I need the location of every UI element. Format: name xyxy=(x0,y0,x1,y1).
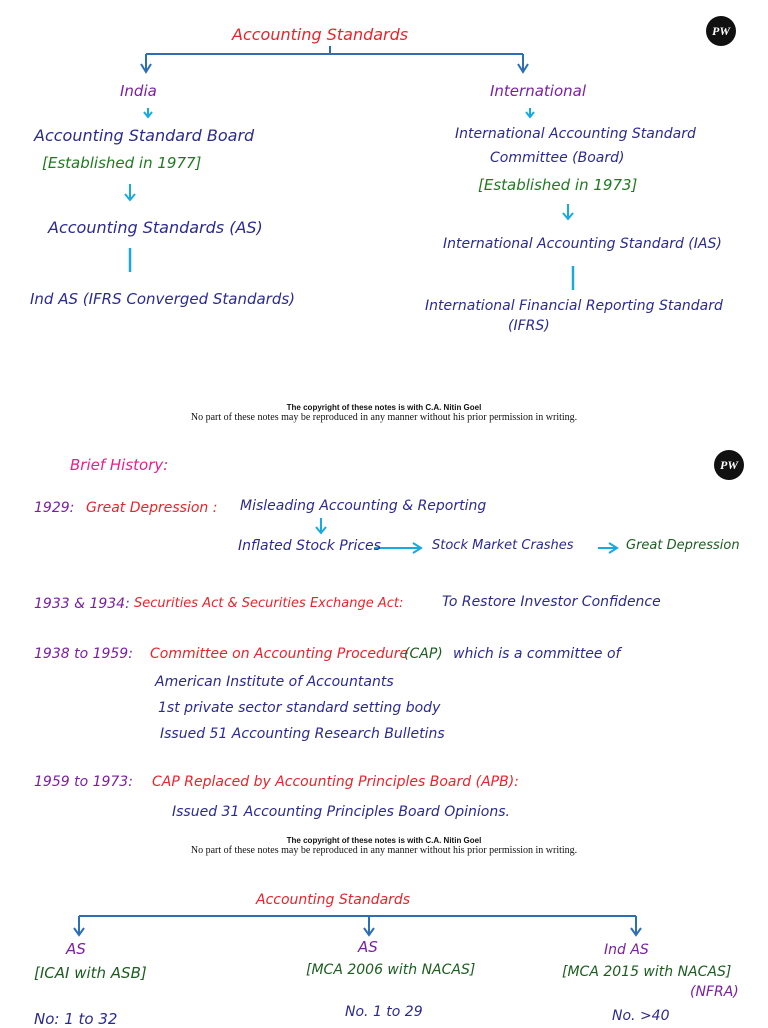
inflated-stock-prices: Inflated Stock Prices xyxy=(238,538,381,554)
apb-opinions: Issued 31 Accounting Principles Board Opinions. xyxy=(172,804,510,820)
year-1929: 1929: xyxy=(34,500,75,516)
first-private-sector: 1st private sector standard setting body xyxy=(158,700,441,716)
stock-market-crashes: Stock Market Crashes xyxy=(432,538,574,553)
copyright-line1: The copyright of these notes is with C.A. Nitin Goel xyxy=(286,403,482,412)
accounting-standard-board: Accounting Standard Board xyxy=(34,126,255,145)
as-col1-count: No: 1 to 32 xyxy=(34,1010,118,1028)
as-col2-count: No. 1 to 29 xyxy=(345,1004,423,1020)
page1-tree-lines xyxy=(0,0,768,430)
securities-acts: Securities Act & Securities Exchange Act: xyxy=(134,596,404,611)
accounting-standards-as: Accounting Standards (AS) xyxy=(48,218,263,237)
as-col2-label: AS xyxy=(358,938,378,956)
committee-of: which is a committee of xyxy=(453,646,621,662)
ind-as-ifrs-converged: Ind AS (IFRS Converged Standards) xyxy=(30,290,296,308)
american-institute: American Institute of Accountants xyxy=(155,674,394,690)
ias: International Accounting Standard (IAS) xyxy=(443,236,722,252)
year-1938-1959: 1938 to 1959: xyxy=(34,646,133,662)
mca-2015-with-nacas: [MCA 2015 with NACAS] xyxy=(562,964,732,980)
year-1959-1973: 1959 to 1973: xyxy=(34,774,133,790)
ifrs-line2: (IFRS) xyxy=(508,318,550,334)
international-established: [Established in 1973] xyxy=(478,176,638,194)
great-depression-result: Great Depression xyxy=(626,538,740,553)
mca-2006-with-nacas: [MCA 2006 with NACAS] xyxy=(306,962,476,978)
iasc-line1: International Accounting Standard xyxy=(455,126,696,142)
pw-logo: PW xyxy=(714,450,744,480)
notes-page-2 xyxy=(0,432,768,862)
research-bulletins: Issued 51 Accounting Research Bulletins xyxy=(160,726,445,742)
great-depression-label: Great Depression : xyxy=(86,500,218,516)
international-heading: International xyxy=(490,82,586,100)
restore-investor-confidence: To Restore Investor Confidence xyxy=(442,594,661,610)
icai-with-asb: [ICAI with ASB] xyxy=(34,964,147,982)
ifrs-line1: International Financial Reporting Standard xyxy=(425,298,723,314)
ind-as-col3-count: No. >40 xyxy=(612,1008,670,1024)
copyright-line1: The copyright of these notes is with C.A. Nitin Goel xyxy=(286,836,482,845)
copyright-line2: No part of these notes may be reproduced in any manner without his prior permission in writing. xyxy=(190,412,578,423)
copyright-notice-1 xyxy=(0,403,768,423)
page3-tree-lines xyxy=(0,864,768,1024)
pw-logo: PW xyxy=(706,16,736,46)
misleading-accounting: Misleading Accounting & Reporting xyxy=(240,498,487,514)
cap-replaced-by-apb: CAP Replaced by Accounting Principles Board (APB): xyxy=(152,774,519,790)
notes-page-1 xyxy=(0,0,768,430)
as-col1-label: AS xyxy=(66,940,86,958)
india-heading: India xyxy=(120,82,157,100)
iasc-line2: Committee (Board) xyxy=(490,150,625,166)
copyright-notice-2 xyxy=(0,836,768,856)
ind-as-col3-label: Ind AS xyxy=(604,942,649,958)
cap-abbr: (CAP) xyxy=(404,646,443,662)
page1-title: Accounting Standards xyxy=(232,25,409,44)
brief-history-heading: Brief History: xyxy=(70,456,169,474)
india-established: [Established in 1977] xyxy=(42,154,202,172)
year-1933-1934: 1933 & 1934: xyxy=(34,596,130,612)
notes-page-3 xyxy=(0,864,768,1028)
committee-on-accounting-procedure: Committee on Accounting Procedure xyxy=(150,646,409,662)
page3-title: Accounting Standards xyxy=(256,892,411,908)
copyright-line2: No part of these notes may be reproduced in any manner without his prior permission in writing. xyxy=(190,845,578,856)
nfra-label: (NFRA) xyxy=(690,984,739,1000)
